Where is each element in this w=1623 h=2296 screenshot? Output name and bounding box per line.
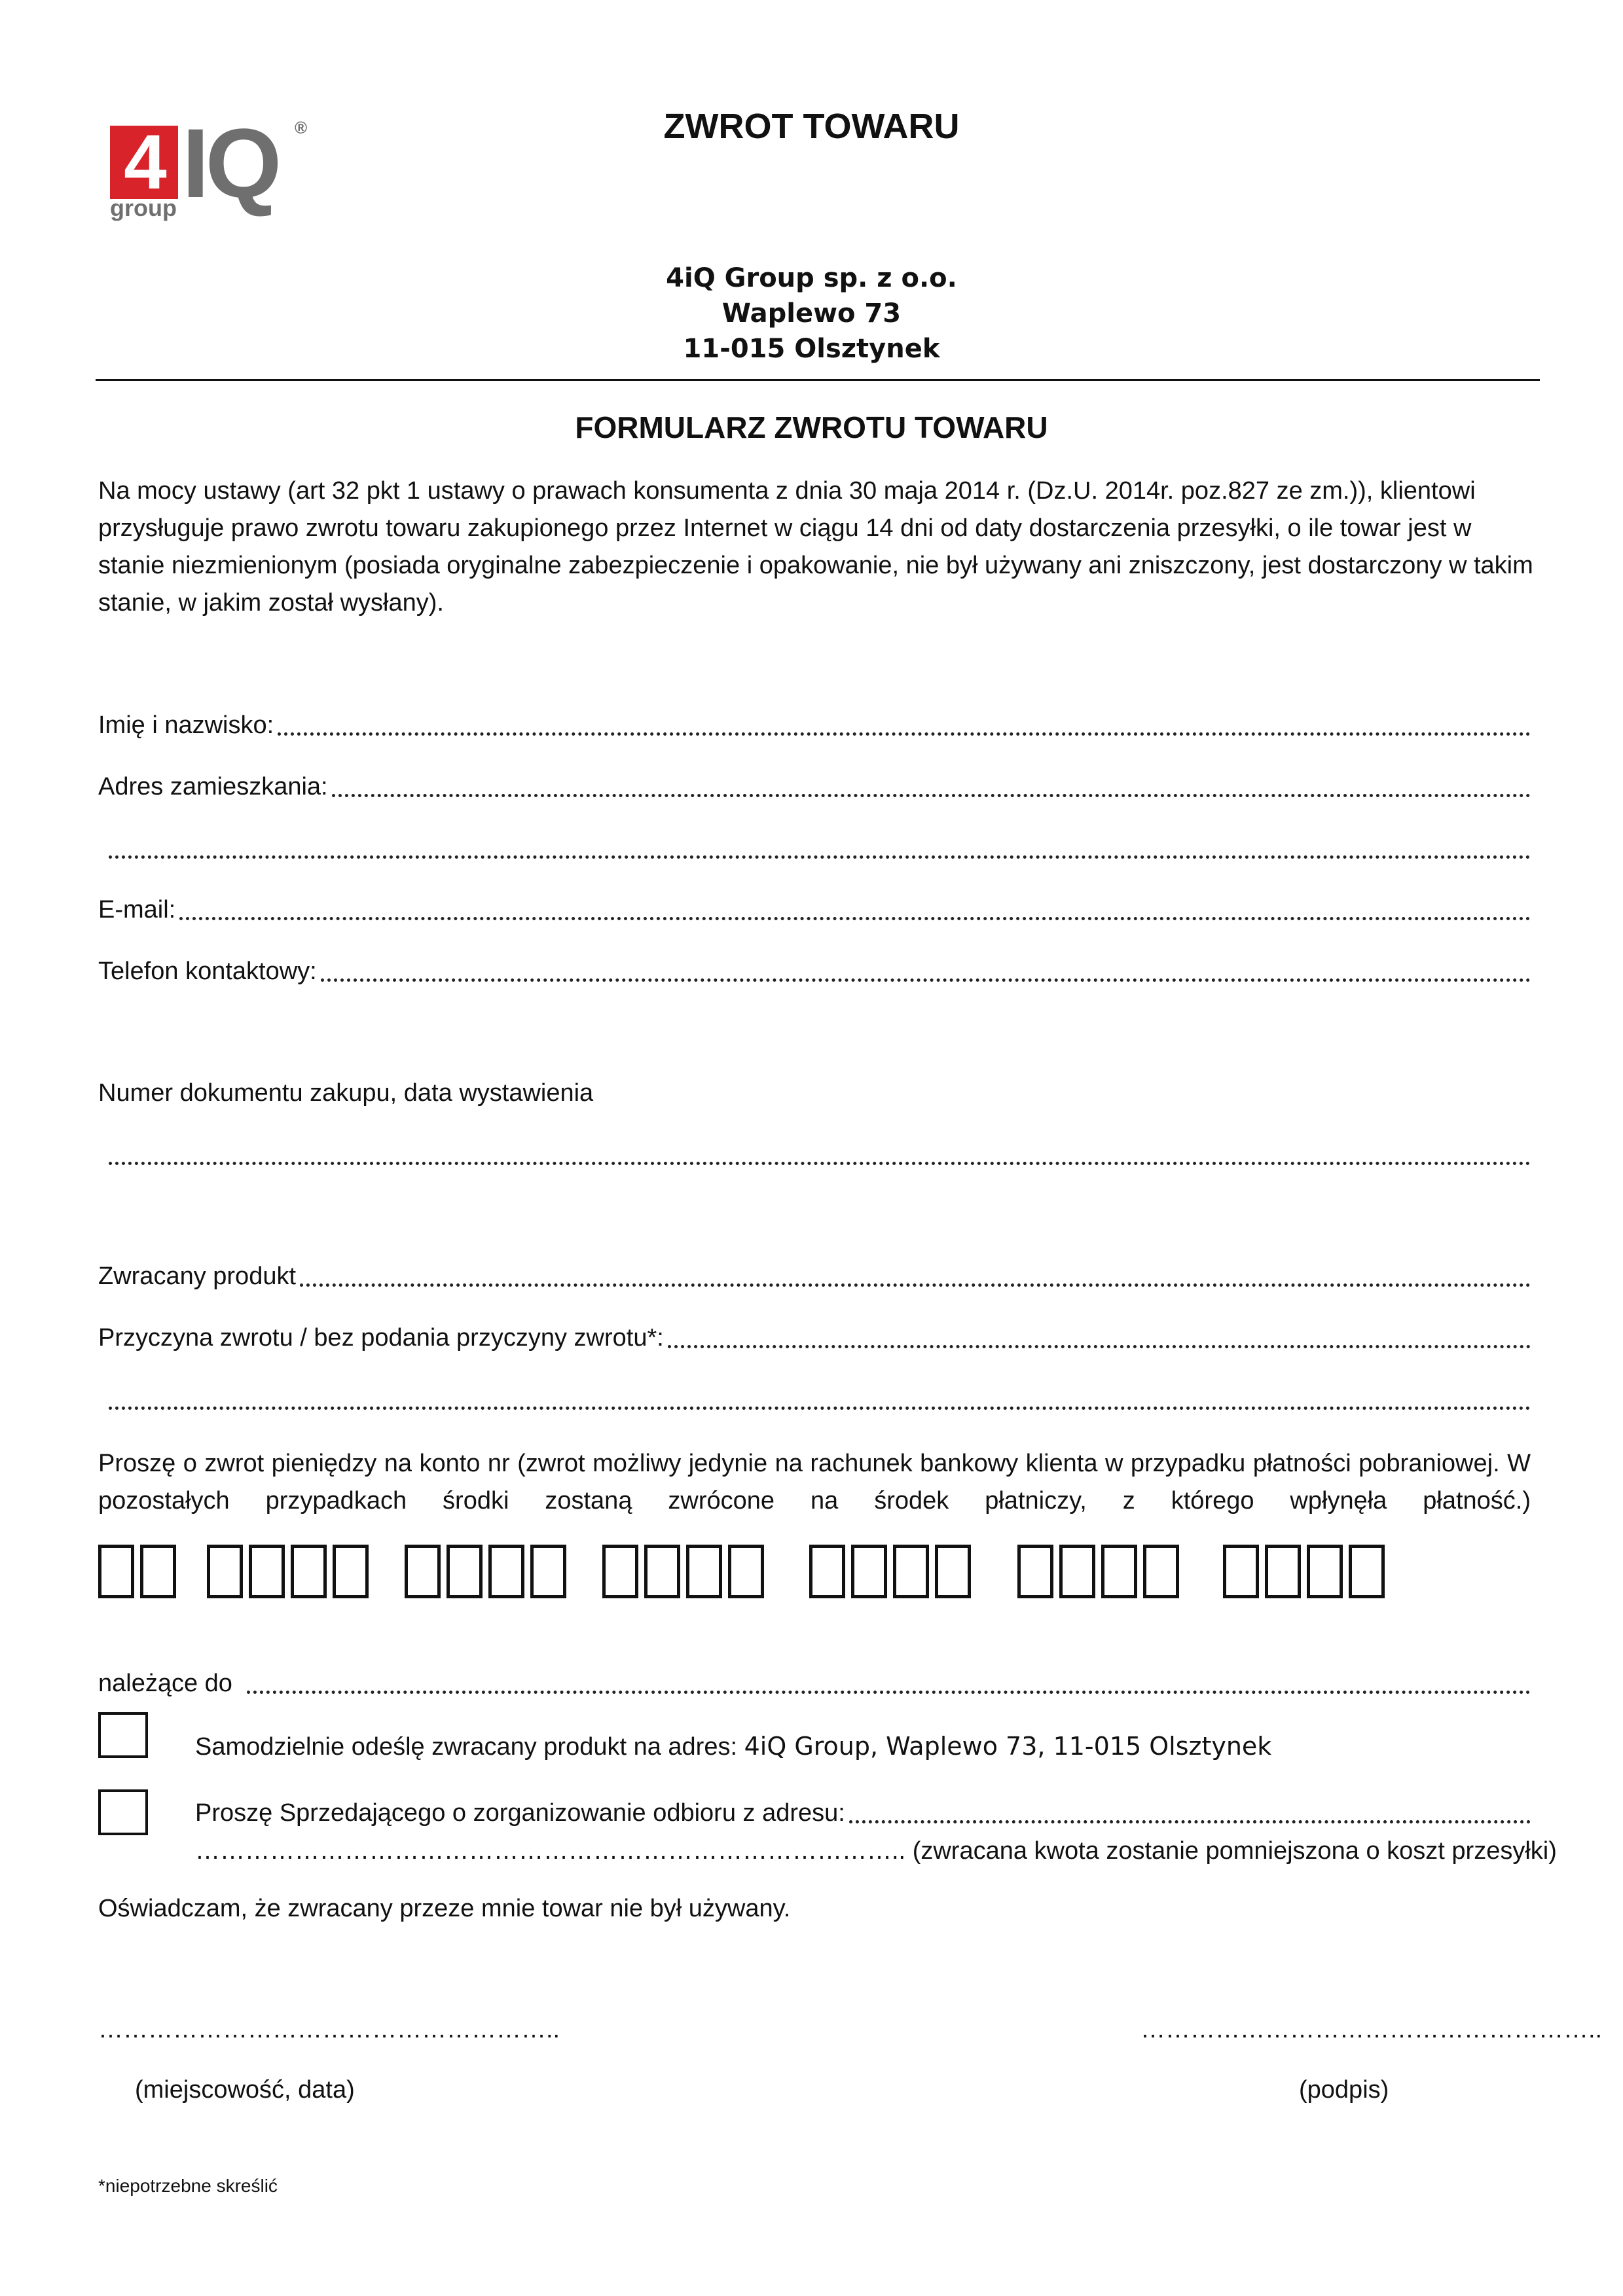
page-title: ZWROT TOWARU xyxy=(663,107,960,146)
bank-digit-box[interactable] xyxy=(249,1545,285,1598)
document-dotted-line[interactable] xyxy=(109,1155,1531,1165)
belongs-to-dotted-line[interactable] xyxy=(247,1684,1531,1694)
signature-line[interactable]: ……………………………………………….. xyxy=(1140,2016,1603,2043)
product-label: Zwracany produkt xyxy=(98,1263,297,1290)
bank-digit-box[interactable] xyxy=(530,1545,566,1598)
place-date-label: (miejscowość, data) xyxy=(135,2076,355,2104)
registered-mark: ® xyxy=(295,118,308,137)
phone-dotted-line[interactable] xyxy=(321,972,1531,982)
address-dotted-line[interactable] xyxy=(332,787,1531,797)
place-date-line[interactable]: ……………………………………………….. xyxy=(98,2016,560,2043)
bank-digit-box[interactable] xyxy=(686,1545,722,1598)
bank-digit-box[interactable] xyxy=(333,1545,369,1598)
bank-group-2[interactable] xyxy=(207,1545,374,1604)
name-field[interactable] xyxy=(98,706,1531,745)
phone-field[interactable] xyxy=(98,952,1531,991)
address-field[interactable] xyxy=(98,767,1531,806)
bank-digit-box[interactable] xyxy=(602,1545,638,1598)
reason-label: Przyczyna zwrotu / bez podania przyczyny zwrotu*: xyxy=(98,1324,664,1352)
pickup-dotted-line-2[interactable]: ………………………………………………………………………….. xyxy=(195,1837,913,1865)
bank-digit-box[interactable] xyxy=(809,1545,845,1598)
email-field[interactable] xyxy=(98,890,1531,929)
reason-dotted-line-2[interactable] xyxy=(109,1400,1531,1410)
self-return-label: Samodzielnie odeślę zwracany produkt na adres: xyxy=(195,1733,744,1761)
address-dotted-line-2[interactable] xyxy=(109,849,1531,859)
pickup-address-field[interactable] xyxy=(195,1793,1531,1833)
bank-digit-box[interactable] xyxy=(1017,1545,1053,1598)
reason-dotted-line[interactable] xyxy=(668,1338,1531,1348)
intro-paragraph: Na mocy ustawy (art 32 pkt 1 ustawy o prawach konsumenta z dnia 30 maja 2014 r. (Dz.U. 2014r. poz.827 ze zm.)), klientowi przysługuje prawo zwrotu towaru zakupionego przez Internet w ciągu 14 dni od daty dostarczenia przesyłki, o ile towar jest w stanie niezmienionym (posiada oryginalne zabezpieczenie i opakowanie, nie był używany ani zniszczony, jest dostarczony w takim stanie, w jakim został wysłany). xyxy=(98,477,1533,617)
bank-digit-box[interactable] xyxy=(207,1545,243,1598)
bank-digit-box[interactable] xyxy=(1307,1545,1343,1598)
reason-line-2[interactable] xyxy=(109,1380,1531,1419)
logo-number: 4 xyxy=(110,126,178,199)
pickup-line-2 xyxy=(195,1833,1557,1870)
product-field[interactable] xyxy=(98,1257,1531,1296)
document-field[interactable] xyxy=(109,1135,1531,1174)
declaration-text: Oświadczam, że zwracany przeze mnie towar nie był używany. xyxy=(98,1895,791,1922)
bank-digit-box[interactable] xyxy=(140,1545,176,1598)
bank-digit-box[interactable] xyxy=(1265,1545,1301,1598)
bank-account-boxes[interactable] xyxy=(98,1545,1408,1604)
bank-digit-box[interactable] xyxy=(1143,1545,1179,1598)
bank-group-7[interactable] xyxy=(1223,1545,1391,1604)
self-return-option xyxy=(195,1728,1271,1766)
document-label: Numer dokumentu zakupu, data wystawienia xyxy=(98,1079,594,1107)
logo-letters: IQ xyxy=(182,108,278,218)
bank-digit-box[interactable] xyxy=(644,1545,680,1598)
refund-paragraph: Proszę o zwrot pieniędzy na konto nr (zwrot możliwy jedynie na rachunek bankowy klienta w przypadku płatności pobraniowej. W pozostałych przypadkach środki zostaną zwrócone na środek płatniczy, z którego wpłynęła płatność.) xyxy=(98,1450,1531,1515)
bank-digit-box[interactable] xyxy=(488,1545,524,1598)
bank-digit-box[interactable] xyxy=(1101,1545,1137,1598)
name-dotted-line[interactable] xyxy=(278,726,1531,736)
pickup-label: Proszę Sprzedającego o zorganizowanie odbioru z adresu: xyxy=(195,1799,845,1827)
bank-group-3[interactable] xyxy=(405,1545,572,1604)
form-title: FORMULARZ ZWROTU TOWARU xyxy=(575,410,1048,444)
bank-digit-box[interactable] xyxy=(935,1545,971,1598)
company-name: 4iQ Group sp. z o.o. xyxy=(666,263,957,293)
belongs-to-field[interactable] xyxy=(98,1664,1531,1703)
bank-digit-box[interactable] xyxy=(405,1545,441,1598)
self-return-checkbox[interactable] xyxy=(98,1712,148,1758)
bank-digit-box[interactable] xyxy=(1349,1545,1385,1598)
reason-field[interactable] xyxy=(98,1318,1531,1357)
bank-group-6[interactable] xyxy=(1017,1545,1185,1604)
bank-digit-box[interactable] xyxy=(1059,1545,1095,1598)
pickup-dotted-line[interactable] xyxy=(849,1814,1531,1823)
company-street: Waplewo 73 xyxy=(721,298,902,329)
bank-digit-box[interactable] xyxy=(1223,1545,1259,1598)
company-city: 11-015 Olsztynek xyxy=(683,334,940,364)
bank-digit-box[interactable] xyxy=(728,1545,764,1598)
address-line-2[interactable] xyxy=(109,829,1531,868)
bank-digit-box[interactable] xyxy=(291,1545,327,1598)
bank-digit-box[interactable] xyxy=(851,1545,887,1598)
email-label: E-mail: xyxy=(98,896,176,924)
bank-group-5[interactable] xyxy=(809,1545,977,1604)
bank-digit-box[interactable] xyxy=(98,1545,134,1598)
bank-group-1[interactable] xyxy=(98,1545,182,1604)
pickup-cost-note: (zwracana kwota zostanie pomniejszona o koszt przesyłki) xyxy=(912,1837,1557,1865)
email-dotted-line[interactable] xyxy=(179,910,1531,920)
signature-label: (podpis) xyxy=(1299,2076,1389,2104)
bank-group-4[interactable] xyxy=(602,1545,770,1604)
belongs-to-label: należące do xyxy=(98,1670,232,1697)
product-dotted-line[interactable] xyxy=(300,1277,1531,1287)
name-label: Imię i nazwisko: xyxy=(98,711,274,739)
bank-digit-box[interactable] xyxy=(447,1545,483,1598)
footnote: *niepotrzebne skreślić xyxy=(98,2176,278,2196)
bank-digit-box[interactable] xyxy=(893,1545,929,1598)
header-divider xyxy=(96,379,1540,381)
return-address: 4iQ Group, Waplewo 73, 11-015 Olsztynek xyxy=(744,1732,1272,1761)
phone-label: Telefon kontaktowy: xyxy=(98,958,317,985)
document-label-row xyxy=(98,1073,1531,1113)
pickup-checkbox[interactable] xyxy=(98,1789,148,1835)
logo-subtitle: group xyxy=(110,194,177,221)
address-label: Adres zamieszkania: xyxy=(98,773,328,800)
